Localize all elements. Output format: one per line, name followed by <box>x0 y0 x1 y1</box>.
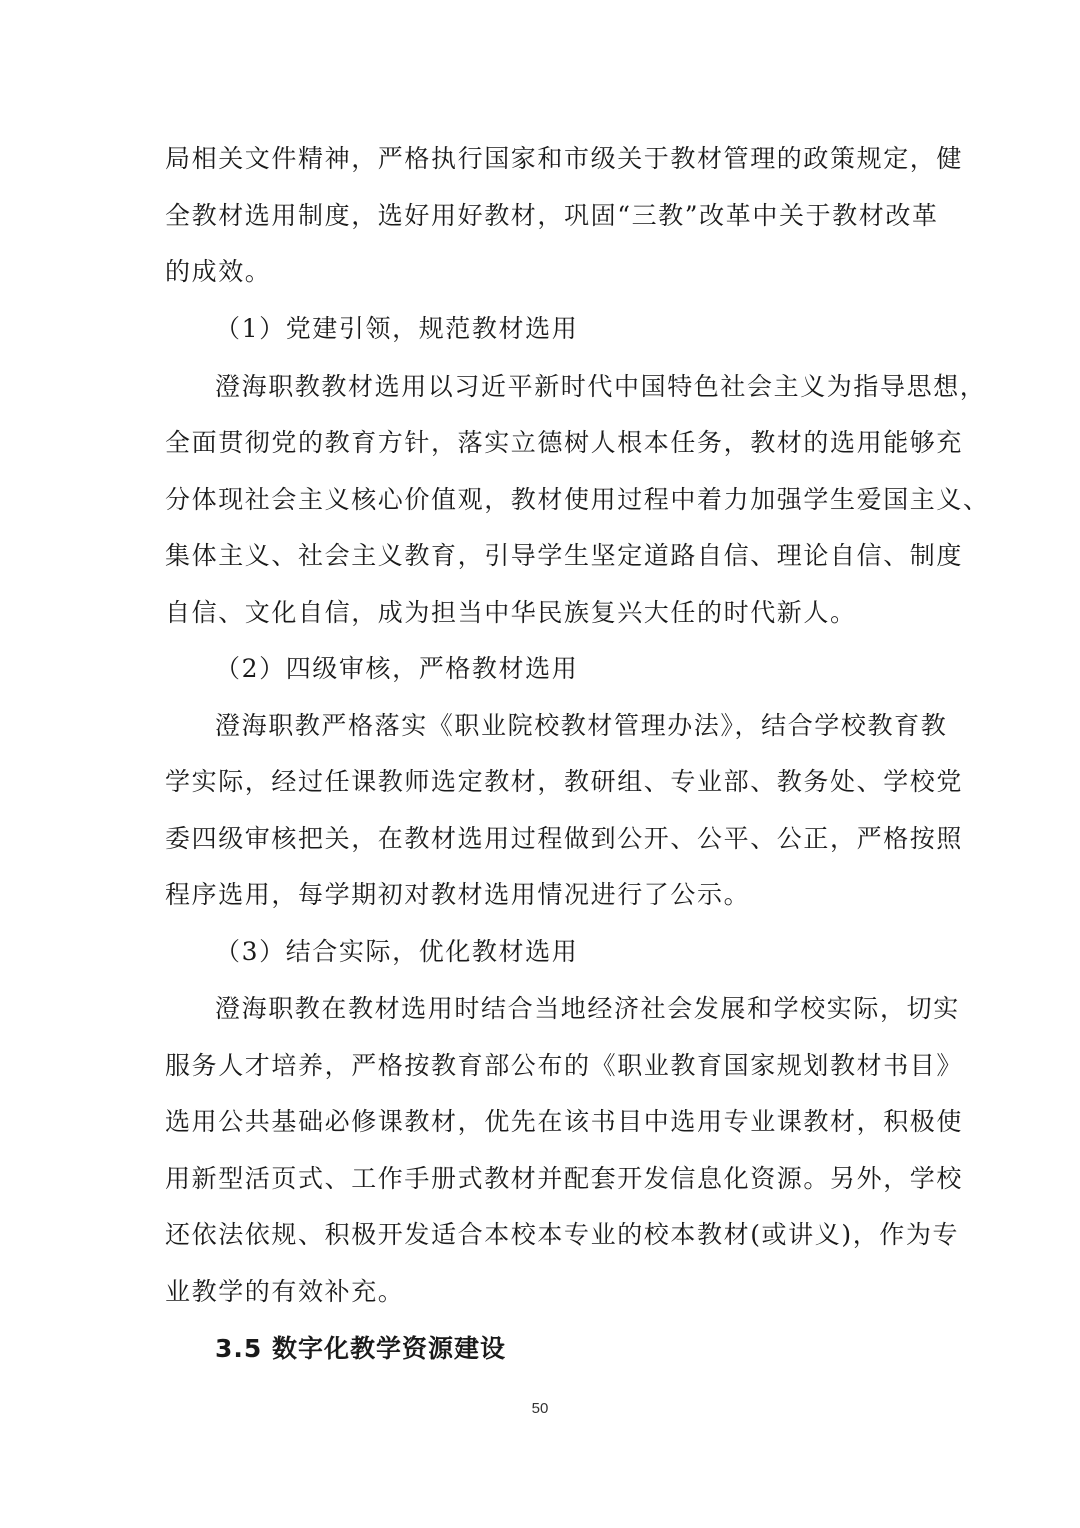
text-line: 分体现社会主义核心价值观，教材使用过程中着力加强学生爱国主义、 <box>165 485 990 514</box>
text-line: 局相关文件精神，严格执行国家和市级关于教材管理的政策规定，健 <box>165 144 964 173</box>
page-number: 50 <box>531 1400 549 1417</box>
subheading-1: （1）党建引领，规范教材选用 <box>215 314 579 343</box>
text-line: 用新型活页式、工作手册式教材并配套开发信息化资源。另外，学校 <box>165 1164 964 1193</box>
text-line: 业教学的有效补充。 <box>165 1277 405 1306</box>
subheading-3: （3）结合实际，优化教材选用 <box>215 937 579 966</box>
text-line: 程序选用，每学期初对教材选用情况进行了公示。 <box>165 880 751 909</box>
text-line: 自信、文化自信，成为担当中华民族复兴大任的时代新人。 <box>165 598 857 627</box>
text-line: 委四级审核把关，在教材选用过程做到公开、公平、公正，严格按照 <box>165 824 964 853</box>
subheading-2: （2）四级审核，严格教材选用 <box>215 654 579 683</box>
text-line: 的成效。 <box>165 257 272 286</box>
text-line: 集体主义、社会主义教育，引导学生坚定道路自信、理论自信、制度 <box>165 541 964 570</box>
text-line: 全面贯彻党的教育方针，落实立德树人根本任务，教材的选用能够充 <box>165 428 964 457</box>
text-line: 选用公共基础必修课教材，优先在该书目中选用专业课教材，积极使 <box>165 1107 964 1136</box>
text-line: 澄海职教在教材选用时结合当地经济社会发展和学校实际，切实 <box>215 994 960 1023</box>
section-heading: 3.5 数字化教学资源建设 <box>215 1334 506 1363</box>
text-line: 澄海职教严格落实《职业院校教材管理办法》，结合学校教育教 <box>215 711 948 740</box>
text-line: 学实际，经过任课教师选定教材，教研组、专业部、教务处、学校党 <box>165 767 964 796</box>
text-line: 服务人才培养，严格按教育部公布的《职业教育国家规划教材书目》 <box>165 1051 964 1080</box>
text-line: 澄海职教教材选用以习近平新时代中国特色社会主义为指导思想， <box>215 372 987 401</box>
text-line: 全教材选用制度，选好用好教材，巩固“三教”改革中关于教材改革 <box>165 201 939 230</box>
text-line: 还依法依规、积极开发适合本校本专业的校本教材(或讲义)，作为专 <box>165 1220 960 1249</box>
